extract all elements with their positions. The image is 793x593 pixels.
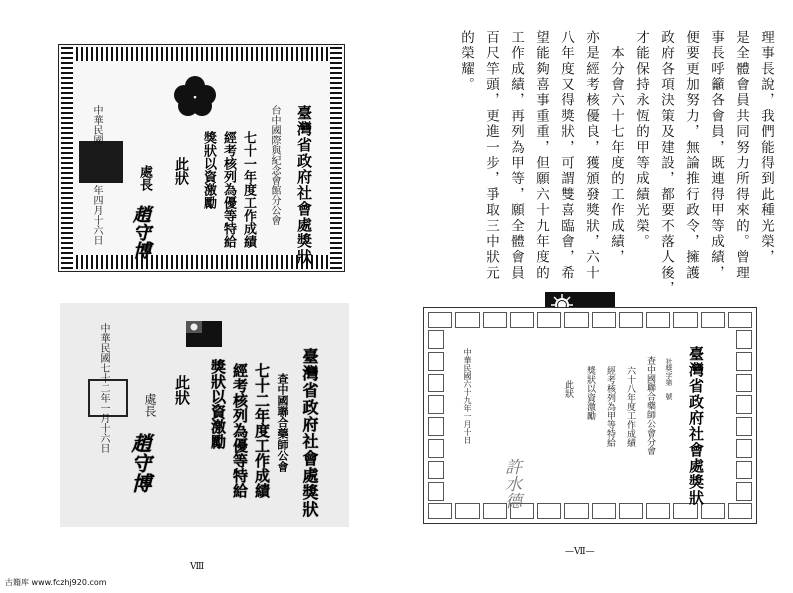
text-column: 工作成績，再列為甲等，願全體會員 [508, 30, 524, 282]
cert3-recipient: 查中國聯合藥師公會分會 [645, 356, 655, 455]
body-text [415, 30, 775, 300]
cert3-date: 中華民國六十九年一月十日 [463, 348, 472, 444]
certificate-1971 [58, 44, 345, 272]
cert3-number: 社獎字第 號 [665, 358, 673, 400]
cert3-line3: 獎狀以資激勵 [585, 366, 595, 420]
text-column: 望能夠喜事重重，但願六十九年度的 [533, 30, 549, 282]
text-column: 政府各項決策及建設，都要不落人後， [658, 30, 674, 297]
text-column: 亦是經考核優良，獲頒發獎狀，六十 [583, 30, 599, 282]
tile-border-top [428, 312, 752, 328]
cert1-date-tail: 年四月十六日 [91, 185, 102, 245]
fret-border-top [61, 47, 342, 61]
cert1-this-cert: 此狀 [173, 157, 189, 185]
cert2-line2: 經考核列為優等特給 [231, 363, 249, 498]
text-column: 八年度又得獎狀，可謂雙喜臨會，希 [558, 30, 574, 282]
plum-blossom-emblem-icon [171, 75, 219, 117]
cert2-this-cert: 此狀 [173, 375, 191, 405]
cert1-official: 處長 [137, 165, 152, 191]
site-watermark: 古籍库 www.fczhj920.com [5, 578, 107, 587]
page-number-right: —Ⅶ— [565, 547, 595, 557]
national-flag-icon [186, 321, 222, 347]
cert2-line3: 獎狀以資激勵 [209, 359, 227, 449]
cert1-line1: 七十一年度工作成績 [241, 131, 256, 248]
text-column: 本分會六十七年度的工作成績， [608, 30, 624, 266]
text-column: 是全體會員共同努力所得來的。曾理 [733, 30, 749, 282]
text-column: 便要更加努力，無論推行政令，擁護 [683, 30, 699, 282]
cert1-recipient: 台中國際與紀念會館分公會 [269, 105, 280, 225]
fret-border-right [330, 47, 342, 269]
cert2-signature: 趙守博 [128, 433, 152, 493]
cert3-line1: 六十八年度工作成績 [625, 366, 635, 447]
page-number-left: Ⅷ [190, 562, 205, 572]
cert3-signature: 許水德 [501, 458, 521, 509]
text-column: 才能保持永恆的甲等成績光榮。 [633, 30, 649, 250]
seal-stamp [79, 141, 123, 183]
tile-border-right [736, 330, 752, 501]
tile-border-left [428, 330, 444, 501]
text-column: 百尺竿頭，更進一步，爭取三中狀元 [483, 30, 499, 282]
cert1-signature: 趙守博 [130, 205, 151, 259]
cert1-line2: 經考核列為優等特給 [221, 131, 236, 248]
cert1-line3: 獎狀以資激勵 [201, 131, 216, 209]
fret-border-left [61, 47, 73, 269]
cert3-title: 臺灣省政府社會處獎狀 [687, 346, 705, 506]
certificate-1972 [60, 303, 349, 527]
cert2-recipient: 查中國聯合藥師公會 [276, 373, 289, 472]
cert3-this-cert: 此狀 [563, 380, 573, 398]
certificate-1969 [423, 307, 757, 524]
text-column: 理事長說，我們能得到此種光榮， [758, 30, 774, 266]
cert2-line1: 七十二年度工作成績 [253, 363, 271, 498]
cert1-date-head: 中華民國 [91, 105, 102, 145]
cert2-title: 臺灣省政府社會處獎狀 [300, 348, 319, 518]
cert2-official: 處長 [143, 393, 157, 417]
text-column: 的榮耀。 [458, 30, 474, 93]
cert3-line2: 經考核列為甲等特給 [605, 366, 615, 447]
cert1-title: 臺灣省政府社會處獎狀 [295, 105, 313, 265]
text-column: 事長呼籲各會員，既連得甲等成績， [708, 30, 724, 282]
cert2-date: 中華民國七十二年一月十六日 [98, 323, 109, 453]
